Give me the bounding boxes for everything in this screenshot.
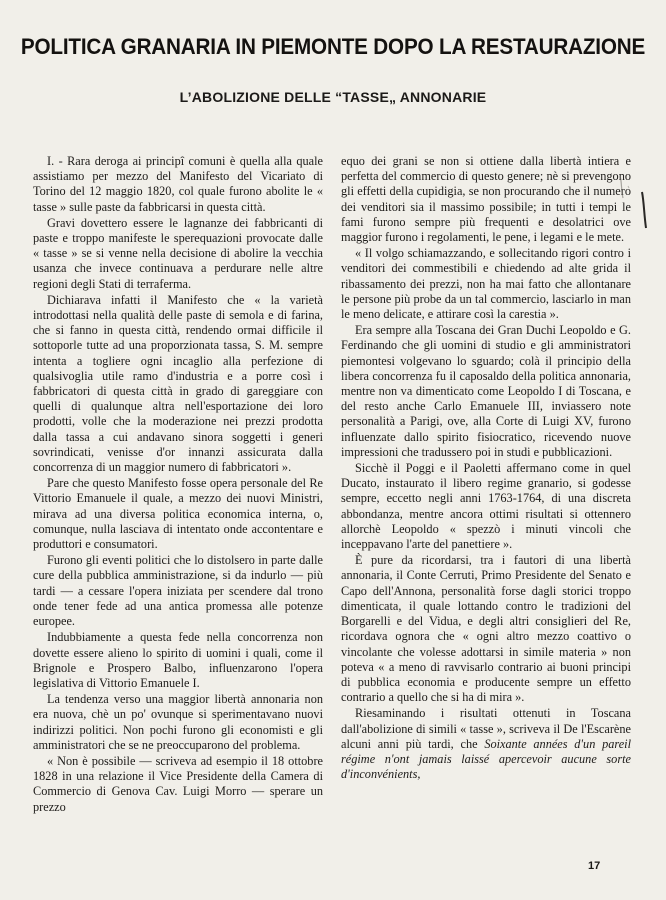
- paragraph: I. - Rara deroga ai principî comuni è quella alla quale assistiamo per mezzo del Manifesto del Vicariato di Torino del 12 maggio 1820, col quale furono abolite le « tasse » sulle paste da fabbricarsi in questa città.: [33, 154, 323, 214]
- article-title: POLITICA GRANARIA IN PIEMONTE DOPO LA RESTAURAZIONE: [20, 34, 646, 59]
- paragraph: « Il volgo schiamazzando, e sollecitando rigori contro i venditori dei commestibili e chiedendo ad alte grida il ribassamento dei prezzi, non ha mai fatto che allontanare le persone più probe da un tal commercio, lasciarlo in man le meno delicate, e attirare così la carestia ».: [341, 246, 631, 322]
- paragraph: Furono gli eventi politici che lo distolsero in parte dalle cure della pubblica amministrazione, si da indurlo — più tardi — a cessare l'opera iniziata per scendere dal trono onde tener fede ad una antica promessa alle potenze europee.: [33, 553, 323, 629]
- paragraph: È pure da ricordarsi, tra i fautori di una libertà annonaria, il Conte Cerruti, Primo Presidente del Senato e Capo dell'Annona, personalità forse dagli storici troppo dimenticata, il quale lottando contro le tradizioni del Borgarelli e del Vidua, e degli altri consiglieri del Re, ricordava ognora che « ogni altro mezzo coattivo o vincolante che volesse adottarsi in simile materia » non poteva « a meno di ravvisarlo contrario ai buoni principi di pubblica economia e producente sempre un effetto contrario a quello che si ha di mira ».: [341, 553, 631, 705]
- paragraph: Gravi dovettero essere le lagnanze dei fabbricanti di paste e troppo manifeste le sperequazioni provocate dalle « tasse » se si venne nella decisione di abolire la vecchia usanza che invece continuava a perdurare nelle altre regioni degli Stati di terraferma.: [33, 215, 323, 291]
- paragraph-text: Riesaminando i risultati ottenuti in Toscana dall'abolizione di simili « tasse », scriveva il De l'Escarène alcuni anni più tardi, che: [341, 706, 631, 751]
- paragraph-continued: equo dei grani se non si ottiene dalla libertà intiera e perfetta del commercio di questo genere; nè si prevengono gli effetti della cupidigia, se non procurando che il numero dei venditori sia il massimo possibile; in tutti i tempi le fami furono sempre più frequenti e desolatrici ove maggior furono i regolamenti, le pene, i legami e le mete.: [341, 154, 631, 245]
- paragraph: Sicchè il Poggi e il Paoletti affermano come in quel Ducato, instaurato il libero regime granario, si godesse sempre, eccetto negli anni 1763-1764, di una discreta abbondanza, mentre ancora ottimi risultati si ottennero allorchè Leopoldo « spezzò i minuti vincoli che inceppavano l'arte del panettiere ».: [341, 461, 631, 552]
- article-subtitle: L’ABOLIZIONE DELLE “TASSE„ ANNONARIE: [179, 89, 487, 105]
- paragraph-with-quote: [341, 706, 631, 782]
- page-number: 17: [588, 860, 601, 872]
- paragraph: Dichiarava infatti il Manifesto che « la varietà introdottasi nella qualità delle paste di semola e di farina, che si fanno in questa città, rendendo ormai difficile il sottoporle tutte ad una proporzionata tassa, S. M. sempre intenta a togliere ogni incaglio alla perfezione di qualsivoglia utile ramo d'industria e a porre così i fabbricatori di questa città in grado di gareggiare con quelli di qualunque altra nell'esportazione dei loro prodotti, volle che la moderazione nei prezzi prodotta dalla tassa a cui andavano sinora soggetti i generi sovrindicati, venisse d'or innanzi assicurata dalla concorrenza di un maggior numero di fabbricatori ».: [33, 292, 323, 475]
- text-column-right: [341, 154, 631, 783]
- margin-pencil-marks: [616, 168, 648, 246]
- french-quote: Soixante années d'un pareil régime n'ont jamais laissé apercevoir aucune sorte d'inconvénients,: [341, 736, 632, 782]
- paragraph: La tendenza verso una maggior libertà annonaria non era nuova, chè un po' ovunque si sperimentavano nuovi indirizzi politici. Non pochi furono gli economisti e gli amministratori che se ne preoccuparono del problema.: [33, 692, 323, 752]
- paragraph: Era sempre alla Toscana dei Gran Duchi Leopoldo e G. Ferdinando che gli uomini di studio e gli amministratori piemontesi volgevano lo sguardo; colà il principio della libera concorrenza fu il caposaldo della politica annonaria, mentre non va dimenticato come Leopoldo I di Toscana, e del resto anche Carlo Emanuele III, inviassero note personalità a Parigi, ove, alla Corte di Luigi XV, furono influenzate dallo spirito fisiocratico, ricevendo nuove impressioni che tradussero poi in studi e pubblicazioni.: [341, 323, 631, 459]
- text-column-left: [33, 154, 323, 816]
- paragraph: Indubbiamente a questa fede nella concorrenza non dovette essere alieno lo spirito di uomini i quali, come il Brignole e Prospero Balbo, influenzarono l'opera legislativa di Vittorio Emanuele I.: [33, 630, 323, 690]
- paragraph: « Non è possibile — scriveva ad esempio il 18 ottobre 1828 in una relazione il Vice Presidente della Camera di Commercio di Genova Cav. Luigi Morro — sperare un prezzo: [33, 753, 323, 814]
- paragraph: Pare che questo Manifesto fosse opera personale del Re Vittorio Emanuele il quale, a mezzo dei nuovi Ministri, mirava ad una diversa politica economica interna, o, comunque, nulla lasciava di intentato onde accontentare e produttori e consumatori.: [33, 476, 323, 552]
